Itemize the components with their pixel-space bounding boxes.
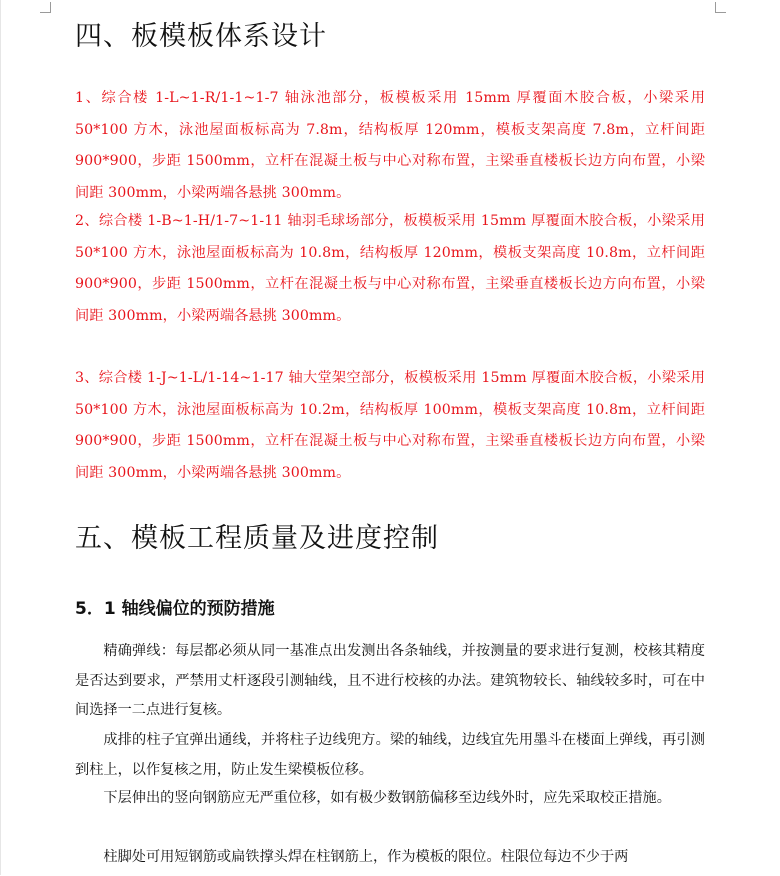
section-4-item-3: 3、综合楼 1-J~1-L/1-14~1-17 轴大堂架空部分，板模板采用 15mm 厚覆面木胶合板，小梁采用 50*100 方木，泳池屋面板标高为 10.2m，结构板厚 100mm，模板支架高度 10.8m，立杆间距 900*900，步距 1500mm，立杆在混凝土板与中心对称布置，主梁垂直楼板长边方向布置，小梁间距 300mm，小梁两端各悬挑 300mm。 [75, 370, 705, 481]
page-corner-mark-left [40, 2, 51, 13]
body-paragraph-4: 柱脚处可用短钢筋或扁铁撑头焊在柱钢筋上，作为模板的限位。柱限位每边不少于两 [103, 849, 629, 865]
section-4-item-2: 2、综合楼 1-B~1-H/1-7~1-11 轴羽毛球场部分，板模板采用 15mm 厚覆面木胶合板，小梁采用 50*100 方木，泳池屋面板标高为 10.8m，结构板厚 120mm，模板支架高度 10.8m，立杆间距 900*900，步距 1500mm，立杆在混凝土板与中心对称布置，主梁垂直楼板长边方向布置，小梁间距 300mm，小梁两端各悬挑 300mm。 [75, 213, 705, 324]
body-paragraph-1: 精确弹线：每层都必须从同一基准点出发测出各条轴线，并按测量的要求进行复测，校核其精度是否达到要求，严禁用丈杆逐段引测轴线，且不进行校核的办法。建筑物较长、轴线较多时，可在中间选择一二点进行复核。 [75, 643, 705, 718]
section-4-item-1: 1、综合楼 1-L~1-R/1-1~1-7 轴泳池部分，板模板采用 15mm 厚覆面木胶合板，小梁采用 50*100 方木，泳池屋面板标高为 7.8m，结构板厚 120mm，模板支架高度 7.8m，立杆间距 900*900，步距 1500mm，立杆在混凝土板与中心对称布置，主梁垂直楼板长边方向布置，小梁间距 300mm，小梁两端各悬挑 300mm。 [75, 90, 705, 201]
subsection-5-1-title: 5．1 轴线偏位的预防措施 [75, 599, 275, 619]
section-4-title: 四、板模板体系设计 [75, 21, 327, 52]
body-paragraph-2: 成排的柱子宜弹出通线，并将柱子边线兜方。梁的轴线，边线宜先用墨斗在楼面上弹线，再引测到柱上，以作复核之用，防止发生梁模板位移。 [75, 732, 705, 778]
section-5-title: 五、模板工程质量及进度控制 [75, 523, 439, 554]
page-corner-mark-right [715, 2, 726, 13]
body-paragraph-3: 下层伸出的竖向钢筋应无严重位移，如有极少数钢筋偏移至边线外时，应先采取校正措施。 [103, 790, 671, 806]
